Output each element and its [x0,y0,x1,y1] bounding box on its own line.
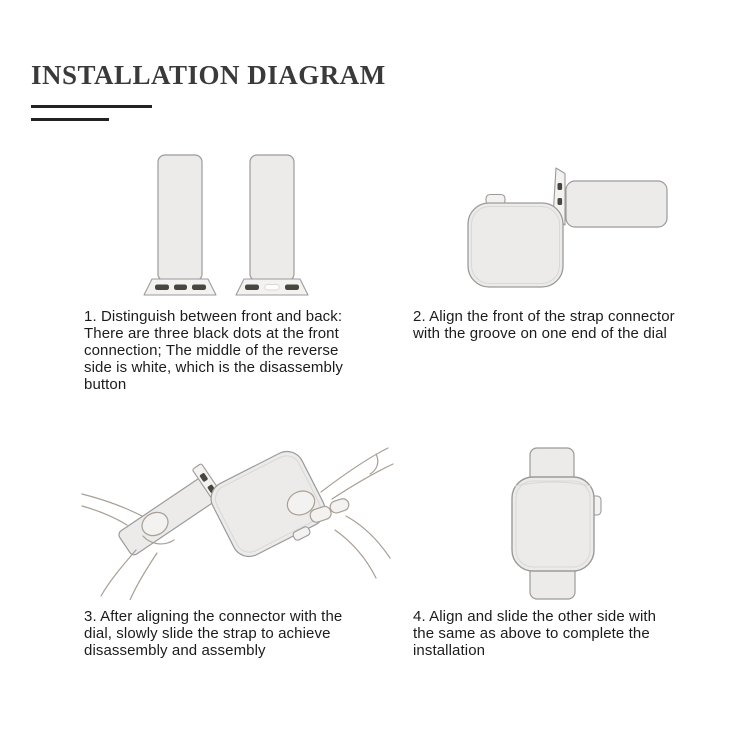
caption-line: 4. Align and slide the other side with [413,608,657,625]
title-underline-short [31,118,109,121]
back-dot-slot [285,285,299,291]
connector-slot [558,198,563,205]
strap-front-band [158,155,202,281]
front-dot-slot [155,285,169,291]
caption-line: button [84,376,127,393]
strap-back [236,155,308,295]
caption-line: 3. After aligning the connector with the [84,608,343,625]
back-dot-slot [245,285,259,291]
caption-line: connection; The middle of the reverse [84,342,339,359]
caption-line: the same as above to complete the [413,625,650,642]
tilted-watch-body [205,446,333,568]
caption-line: There are three black dots at the front [84,325,339,342]
page-title: INSTALLATION DIAGRAM [31,60,386,90]
step1-caption [84,308,343,393]
caption-line: with the groove on one end of the dial [413,325,667,342]
white-release-button [265,285,279,291]
watch-dial-body [468,203,563,287]
title-underline-long [31,105,152,108]
caption-line: 2. Align the front of the strap connector [413,308,675,325]
front-dot-slot [192,285,206,291]
align-connector-drawing [450,160,690,295]
watch-dial-body [512,477,594,571]
left-wrist-line [101,550,136,596]
assembled-watch-drawing [500,445,645,600]
caption-line: side is white, which is the disassembly [84,359,344,376]
slide-strap-drawing [80,440,395,600]
right-finger-segment [329,497,351,514]
right-wrist-line [346,516,390,558]
strap-front [144,155,216,295]
caption-line: disassembly and assembly [84,642,266,659]
step4-illustration [500,445,645,600]
straps-front-back-drawing [140,149,335,301]
left-wrist-line [130,553,157,600]
step1-illustration [140,149,335,301]
step2-illustration [450,160,690,295]
left-hand-finger-line [82,494,146,518]
strap-band [566,181,667,227]
connector-slot [558,183,563,190]
step4-caption [413,608,656,659]
right-hand-finger-line [332,464,393,499]
caption-line: 1. Distinguish between front and back: [84,308,343,325]
right-wrist-line [335,530,376,578]
strap-back-band [250,155,294,281]
left-hand-finger-line [82,506,127,525]
caption-line: installation [413,642,486,659]
step2-caption [413,308,675,342]
step3-caption [84,608,342,659]
tilted-strap [111,463,229,565]
step3-illustration [80,440,395,600]
front-dot-slot [174,285,187,291]
caption-line: dial, slowly slide the strap to achieve [84,625,331,642]
